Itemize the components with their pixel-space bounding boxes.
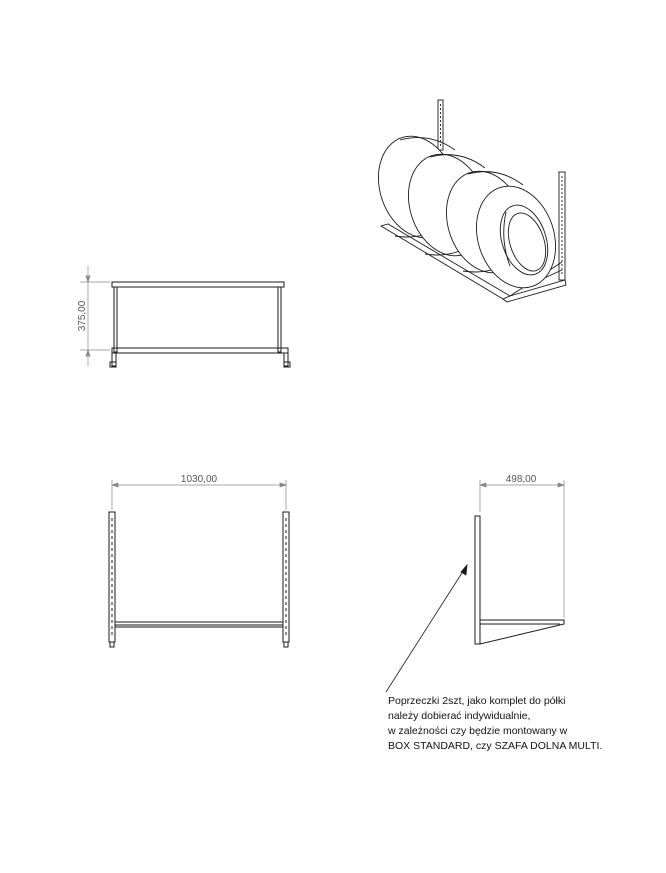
front-view — [109, 512, 289, 647]
note-leader — [386, 565, 467, 692]
side-view — [110, 282, 290, 367]
note-line-3: w zależności czy będzie montowany w — [388, 725, 568, 737]
depth-dimension-label: 498,00 — [505, 474, 537, 485]
note-line-2: należy dobierać indywidualnie, — [388, 710, 531, 722]
isometric-view — [366, 100, 568, 302]
note-line-1: Poprzeczki 2szt, jako komplet do półki — [388, 695, 566, 707]
height-dimension-label: 375,00 — [77, 300, 88, 332]
profile-view — [475, 516, 564, 644]
depth-dimension — [480, 480, 564, 618]
note-text — [388, 694, 658, 754]
note-line-4: BOX STANDARD, czy SZAFA DOLNA MULTI. — [388, 740, 603, 752]
width-dimension-label: 1030,00 — [180, 474, 218, 485]
